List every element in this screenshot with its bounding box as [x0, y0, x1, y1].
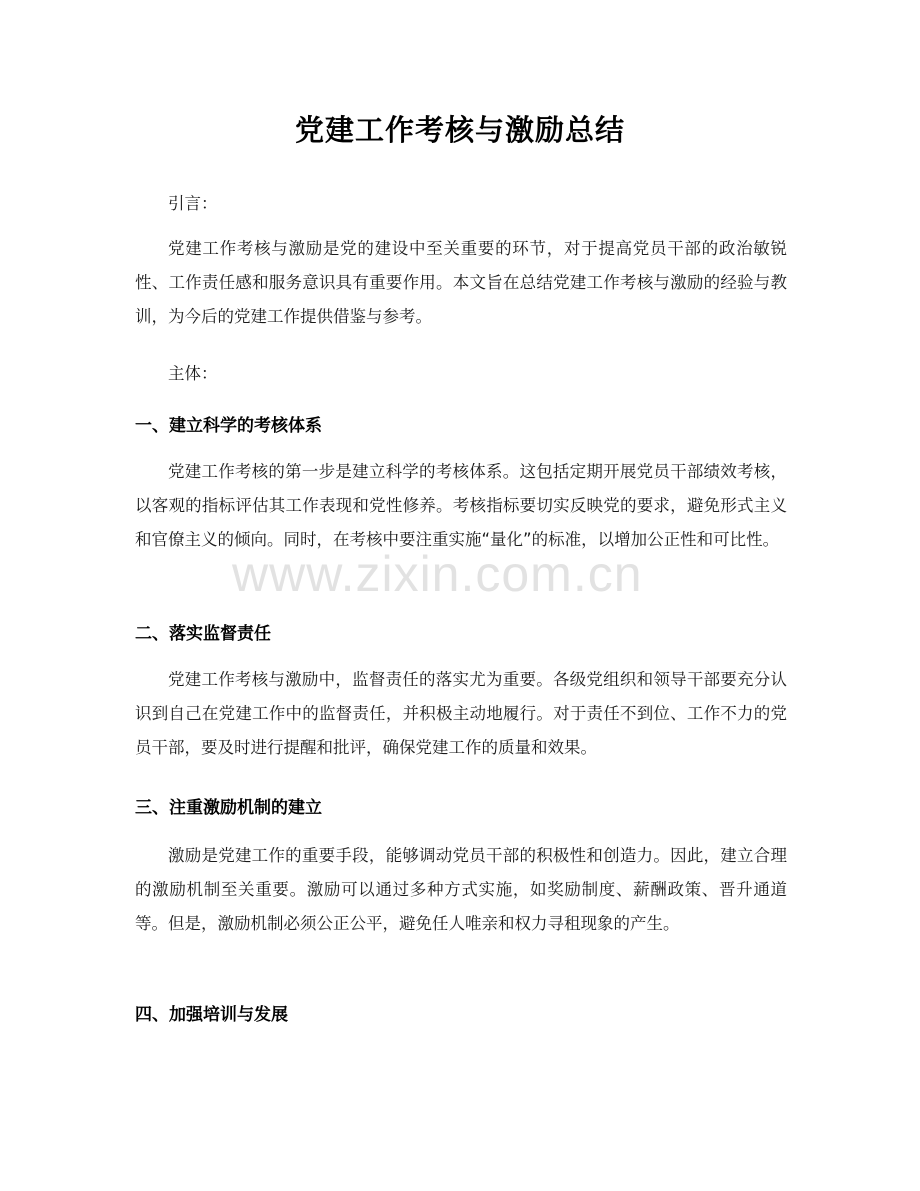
- section-heading-1: 一、建立科学的考核体系: [135, 416, 322, 436]
- section-heading-4: 四、加强培训与发展: [135, 1005, 288, 1025]
- body-label: 主体：: [168, 364, 218, 383]
- intro-paragraph: 党建工作考核与激励是党的建设中至关重要的环节，对于提高党员干部的政治敏锐性、工作责任感和服务意识具有重要作用。本文旨在总结党建工作考核与激励的经验与教训，为今后的党建工作提供借鉴与参考。: [135, 239, 787, 326]
- section-heading-3: 三、注重激励机制的建立: [135, 798, 322, 818]
- document-title: 党建工作考核与激励总结: [294, 113, 625, 147]
- watermark-text: www.zixin.com.cn: [232, 546, 643, 602]
- section-paragraph-2: 党建工作考核与激励中，监督责任的落实尤为重要。各级党组织和领导干部要充分认识到自己在党建工作中的监督责任，并积极主动地履行。对于责任不到位、工作不力的党员干部，要及时进行提醒和批评，确保党建工作的质量和效果。: [135, 670, 787, 757]
- section-paragraph-3: 激励是党建工作的重要手段，能够调动党员干部的积极性和创造力。因此，建立合理的激励机制至关重要。激励可以通过多种方式实施，如奖励制度、薪酬政策、晋升通道等。但是，激励机制必须公正公平，避免任人唯亲和权力寻租现象的产生。: [135, 846, 787, 933]
- section-paragraph-1: 党建工作考核的第一步是建立科学的考核体系。这包括定期开展党员干部绩效考核，以客观的指标评估其工作表现和党性修养。考核指标要切实反映党的要求，避免形式主义和官僚主义的倾向。同时，在考核中要注重实施“量化”的标准，以增加公正性和可比性。: [135, 462, 787, 549]
- intro-label: 引言：: [168, 194, 218, 213]
- section-heading-2: 二、落实监督责任: [135, 624, 271, 644]
